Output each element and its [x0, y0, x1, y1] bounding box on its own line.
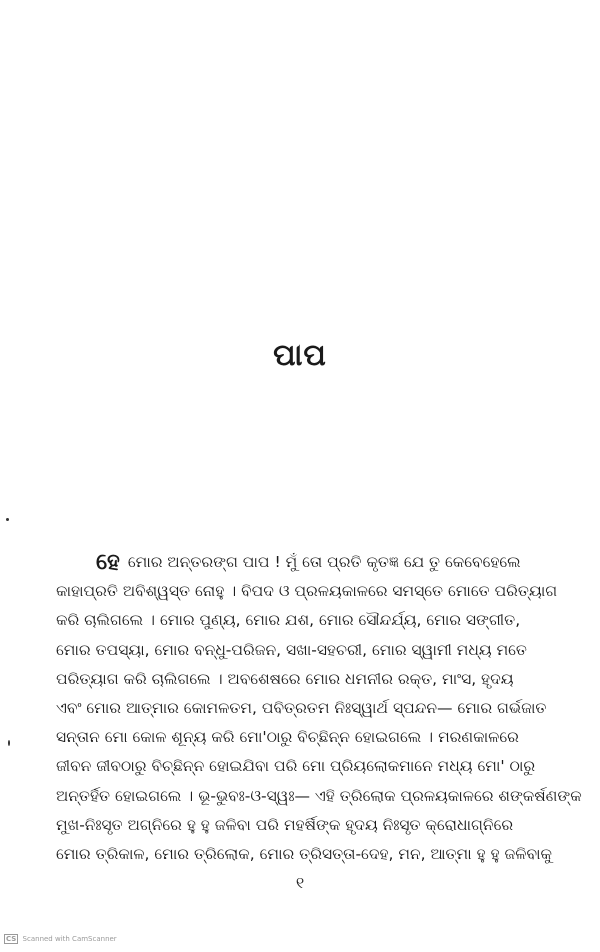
body-paragraph: [56, 548, 582, 869]
chapter-title: ପାପ: [273, 338, 327, 373]
paragraph-line: ମୋର ତ୍ରିକାଳ, ମୋର ତ୍ରିଲୋକ, ମୋର ତ୍ରିସତ୍ତା-ଦେହ, ମନ, ଆତ୍ମା ହୁ ହୁ ଜଳିବାକୁ: [56, 844, 553, 863]
paragraph-line: ସନ୍ତାନ ମୋ କୋଳ ଶୂନ୍ୟ କରି ମୋ'ଠାରୁ ବିଚ୍ଛିନ୍ନ ହୋଇଗଲେ । ମରଣକାଳରେ: [56, 728, 519, 747]
paragraph-line: ଏବଂ ମୋର ଆତ୍ମାର କୋମଳତମ, ପବିତ୍ରତମ ନିଃସ୍ୱାର୍ଥ ସ୍ପନ୍ଦନ— ମୋର ଗର୍ଭଜାତ: [56, 698, 547, 717]
page-number: ୧: [295, 873, 305, 892]
scanner-watermark: [4, 934, 117, 944]
camscanner-logo-icon: CS: [6, 935, 17, 943]
paragraph-line: ପରିତ୍ୟାଗ କରି ଚାଲିଗଲେ । ଅବଶେଷରେ ମୋର ଧମନୀର ରକ୍ତ, ମାଂସ, ହୃଦୟ: [56, 669, 514, 688]
drop-cap: ହେ: [96, 550, 120, 575]
scan-speck: [6, 518, 9, 521]
paragraph-line: ମୁଖ-ନିଃସୃତ ଅଗ୍ନିରେ ହୁ ହୁ ଜଳିବା ପରି ମହର୍ଷିଙ୍କ ହୃଦୟ ନିଃସୃତ କ୍ରୋଧାଗ୍ନିରେ: [56, 815, 514, 834]
paragraph-line-text: ମୋର ଅନ୍ତରଙ୍ଗ ପାପ ! ମୁଁ ତୋ ପ୍ରତି କୃତଜ୍ଞ ଯେ ତୁ କେବେହେଲେ: [127, 553, 521, 571]
paragraph-line: ମୋର ତପସ୍ୟା, ମୋର ବନ୍ଧୁ-ପରିଜନ, ସଖା-ସହଚରୀ, ମୋର ସ୍ୱାମୀ ମଧ୍ୟ ମତେ: [56, 640, 527, 659]
paragraph-line-1: [56, 548, 556, 577]
paragraph-line: ଅନ୍ତର୍ହିତ ହୋଇଗଲେ । ଭୂ-ଭୁବଃ-ଓ-ସ୍ୱଃ— ଏହି ତ୍ରିଲୋକ ପ୍ରଳୟକାଳରେ ଶଙ୍କର୍ଷଣଙ୍କ: [56, 786, 582, 805]
scanner-watermark-text: Scanned with CamScanner: [22, 935, 117, 943]
paragraph-line: ଜୀବନ ଜୀବଠାରୁ ବିଚ୍ଛିନ୍ନ ହୋଇଯିବା ପରି ମୋ ପ୍ରିୟଲୋକମାନେ ମଧ୍ୟ ମୋ' ଠାରୁ: [56, 757, 536, 776]
paragraph-line: କାହାପ୍ରତି ଅବିଶ୍ୱସ୍ତ ନୋହୁ । ବିପଦ ଓ ପ୍ରଳୟକାଳରେ ସମସ୍ତେ ମୋତେ ପରିତ୍ୟାଗ: [56, 582, 558, 601]
scan-speck: [8, 740, 10, 746]
paragraph-line: କରି ଚାଲିଗଲେ । ମୋର ପୁଣ୍ୟ, ମୋର ଯଶ, ମୋର ସୌନ୍ଦର୍ଯ୍ୟ, ମୋର ସଙ୍ଗୀତ,: [56, 611, 521, 630]
